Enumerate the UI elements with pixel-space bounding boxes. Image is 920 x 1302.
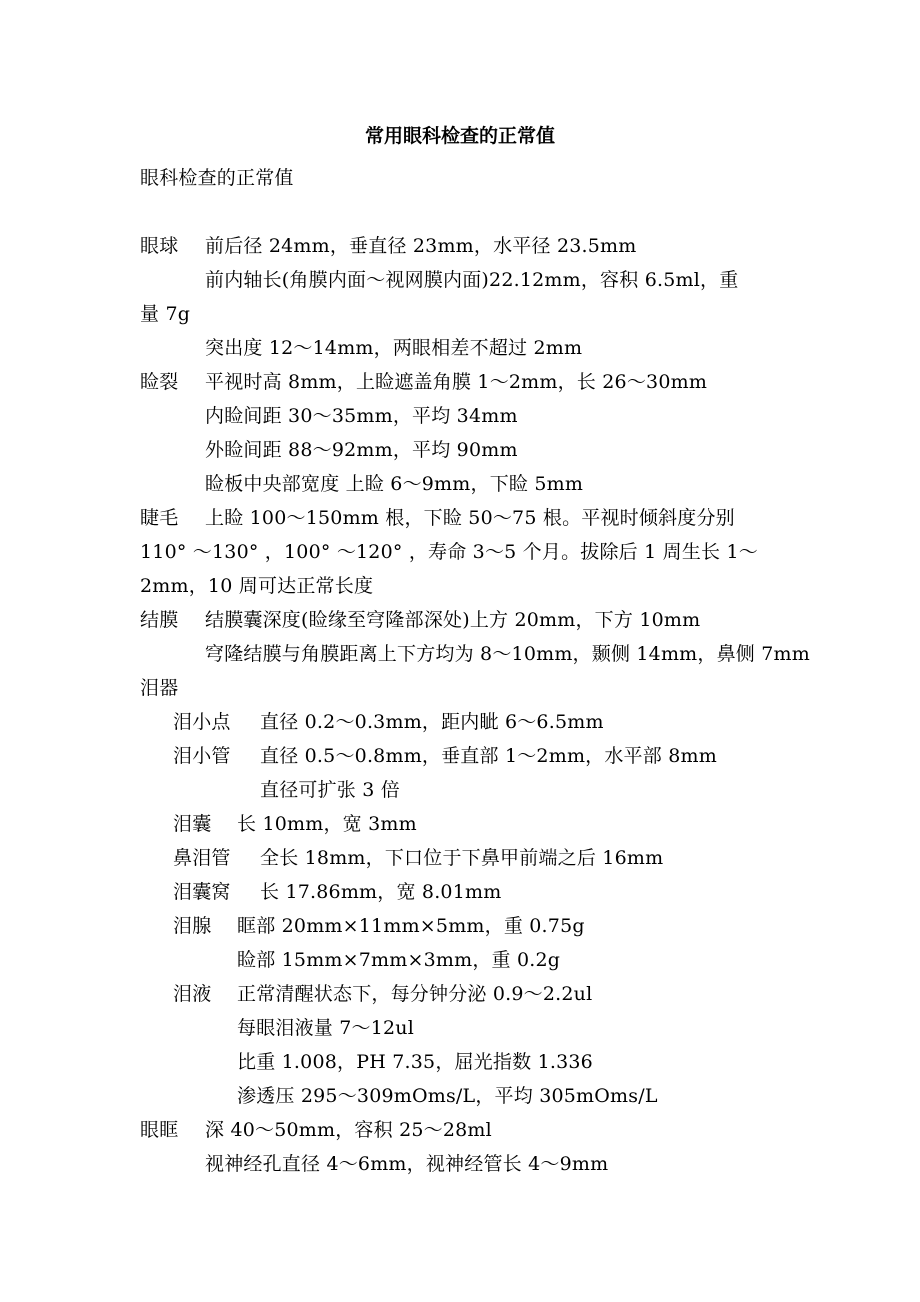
lacrimal-punctum-line: 泪小点 直径 0.2～0.3mm，距内眦 6～6.5mm bbox=[173, 708, 604, 736]
conjunctiva-line-1: 结膜 结膜囊深度(睑缘至穹隆部深处)上方 20mm，下方 10mm bbox=[140, 606, 700, 634]
eyelash-line-3: 2mm，10 周可达正常长度 bbox=[140, 575, 374, 597]
orbit-line-2: 视神经孔直径 4～6mm，视神经管长 4～9mm bbox=[205, 1153, 609, 1175]
eyeball-line-1: 眼球 前后径 24mm，垂直径 23mm，水平径 23.5mm bbox=[140, 232, 636, 260]
sub-label-sac: 泪囊 bbox=[173, 813, 212, 835]
lacrimal-gland-line-2: 睑部 15mm×7mm×3mm，重 0.2g bbox=[237, 949, 561, 971]
section-label-lacrimal: 泪器 bbox=[140, 677, 179, 699]
lacrimal-canaliculus-line-2: 直径可扩张 3 倍 bbox=[260, 779, 400, 801]
eyelash-line-1: 睫毛 上睑 100～150mm 根，下睑 50～75 根。平视时倾斜度分别 bbox=[140, 504, 735, 532]
sub-label-duct: 鼻泪管 bbox=[173, 847, 231, 869]
document-title: 常用眼科检查的正常值 bbox=[364, 125, 555, 147]
nasolacrimal-duct-line: 鼻泪管 全长 18mm，下口位于下鼻甲前端之后 16mm bbox=[173, 844, 663, 872]
sub-label-gland: 泪腺 bbox=[173, 915, 212, 937]
document-subtitle: 眼科检查的正常值 bbox=[140, 167, 294, 189]
orbit-line-1: 眼眶 深 40～50mm，容积 25～28ml bbox=[140, 1116, 492, 1144]
eyeball-line-4: 突出度 12～14mm，两眼相差不超过 2mm bbox=[205, 337, 583, 359]
eyelash-line-2: 110° ～130° ，100° ～120° ，寿命 3～5 个月。拔除后 1 周生长 1～ bbox=[140, 541, 758, 563]
section-label-orbit: 眼眶 bbox=[140, 1119, 179, 1141]
lacrimal-gland-line-1: 泪腺 眶部 20mm×11mm×5mm，重 0.75g bbox=[173, 912, 585, 940]
palpebral-line-4: 睑板中央部宽度 上睑 6～9mm，下睑 5mm bbox=[205, 473, 584, 495]
palpebral-line-1: 睑裂 平视时高 8mm，上睑遮盖角膜 1～2mm，长 26～30mm bbox=[140, 368, 707, 396]
section-label-eyeball: 眼球 bbox=[140, 235, 179, 257]
section-label-conjunctiva: 结膜 bbox=[140, 609, 179, 631]
tear-line-4: 渗透压 295～309mOms/L，平均 305mOms/L bbox=[237, 1085, 658, 1107]
section-label-palpebral: 睑裂 bbox=[140, 371, 179, 393]
lacrimal-canaliculus-line: 泪小管 直径 0.5～0.8mm，垂直部 1～2mm，水平部 8mm bbox=[173, 742, 717, 770]
eyeball-line-3: 量 7g bbox=[140, 303, 191, 325]
lacrimal-fossa-line: 泪囊窝 长 17.86mm，宽 8.01mm bbox=[173, 878, 501, 906]
eyeball-line-2: 前内轴长(角膜内面～视网膜内面)22.12mm，容积 6.5ml，重 bbox=[205, 269, 739, 291]
tear-line-3: 比重 1.008，PH 7.35，屈光指数 1.336 bbox=[237, 1051, 593, 1073]
tear-line-2: 每眼泪液量 7～12ul bbox=[237, 1017, 415, 1039]
lacrimal-sac-line: 泪囊 长 10mm，宽 3mm bbox=[173, 810, 417, 838]
conjunctiva-line-2: 穹隆结膜与角膜距离上下方均为 8～10mm，颞侧 14mm，鼻侧 7mm bbox=[205, 643, 810, 665]
palpebral-line-3: 外睑间距 88～92mm，平均 90mm bbox=[205, 439, 518, 461]
sub-label-canaliculus: 泪小管 bbox=[173, 745, 231, 767]
sub-label-fossa: 泪囊窝 bbox=[173, 881, 231, 903]
sub-label-punctum: 泪小点 bbox=[173, 711, 231, 733]
tear-line-1: 泪液 正常清醒状态下，每分钟分泌 0.9～2.2ul bbox=[173, 980, 592, 1008]
palpebral-line-2: 内睑间距 30～35mm，平均 34mm bbox=[205, 405, 518, 427]
section-label-eyelash: 睫毛 bbox=[140, 507, 179, 529]
sub-label-tear: 泪液 bbox=[173, 983, 212, 1005]
